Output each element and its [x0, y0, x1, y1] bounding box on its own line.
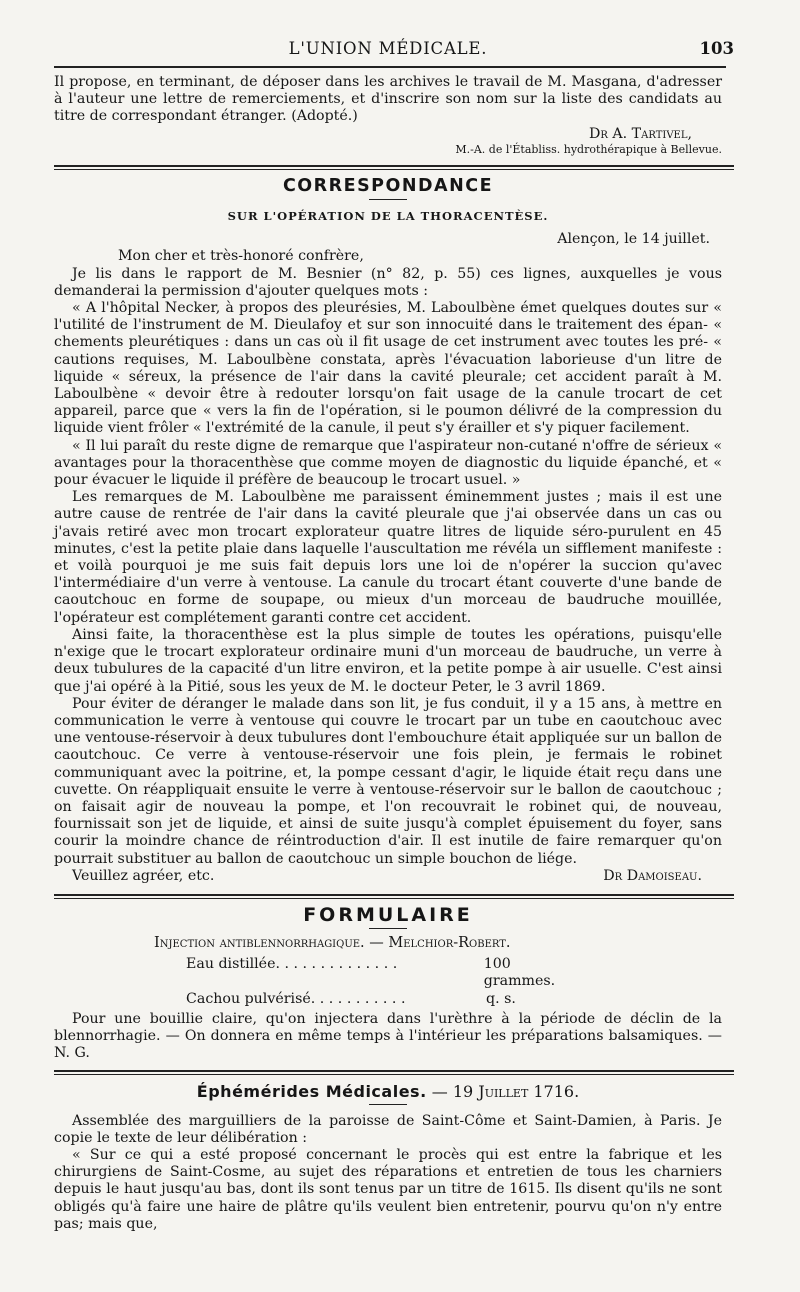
- title-rule: [369, 928, 407, 929]
- page-content: [54, 36, 734, 1233]
- title-rule: [369, 199, 407, 200]
- formula-row: [186, 956, 586, 990]
- correspondance-title: CORRESPONDANCE: [282, 175, 494, 196]
- section-divider: [54, 165, 734, 170]
- formula-list: [186, 956, 586, 1008]
- header-rule: [54, 66, 726, 68]
- ephemerides-title: Éphémérides Médicales.: [196, 1082, 427, 1102]
- formula-heading: Injection antiblennorrhagique. — Melchior-Robert.: [154, 934, 511, 951]
- letter-paragraph: Ainsi faite, la thoracenthèse est la plus simple de toutes les opérations, puisqu'elle n'exige que le trocart explorateur ordinaire muni d'un morceau de baudruche, un verre à deux tubulures de la capacité d'un litre environ, et la petite pompe à air usuelle. C'est ainsi que j'ai opéré à la Pitié, sous les yeux de M. le docteur Peter, le 3 avril 1869.: [54, 626, 722, 695]
- letter-signature: Dr Damoiseau.: [603, 867, 702, 884]
- letter-salutation: Mon cher et très-honoré confrère,: [118, 248, 364, 265]
- letter-paragraph: Pour éviter de déranger le malade dans son lit, je fus conduit, il y a 15 ans, à mettre en communication le verre à ventouse qui couvre le trocart par un tube en caoutchouc avec une ventouse-réservoir à deux tubulures dont l'embouchure était appliquée sur un ballon de caoutchouc. Ce verre à ventouse-réservoir une fois plein, je fermais le robinet communiquant avec la poitrine, et, la pompe cessant d'agir, le liquide était reçu dans une cuvette. On réappliquait ensuite le verre à ventouse-réservoir sur le ballon de caoutchouc ; on faisait agir de nouveau la pompe, et l'on recouvrait le robinet qui, de nouveau, fournissait son jet de liquide, et ainsi de suite jusqu'à complet épuisement du foyer, sans courir la moindre chance de réintroduction d'air. Il est inutile de faire remarquer qu'on pourrait substituer au ballon de caoutchouc un simple bouchon de liége.: [54, 695, 722, 867]
- letter-paragraph: Les remarques de M. Laboulbène me paraissent éminemment justes ; mais il est une autre cause de rentrée de l'air dans la cavité pleurale que j'ai observée dans un cas ou j'avais retiré avec mon trocart explorateur quatre litres de liquide séro-purulent en 45 minutes, c'est la petite plaie dans laquelle l'auscultation me révéla un sifflement manifeste : et voilà pourquoi je me suis fait depuis lors une loi de n'opérer la succion qu'avec l'intermédiaire d'un verre à ventouse. La canule du trocart étant couverte d'une bande de caoutchouc en forme de soupape, ou mieux d'un morceau de baudruche mouillée, l'opérateur est complétement garanti contre cet accident.: [54, 489, 722, 626]
- ephemerides-date: — 19 Juillet 1716.: [431, 1082, 580, 1102]
- journal-title: L'UNION MÉDICALE.: [288, 39, 488, 58]
- letter-quote: « A l'hôpital Necker, à propos des pleurésies, M. Laboulbène émet quelques doutes sur « l'utilité de l'instrument de M. Dieulafoy et sur son innocuité dans le traitement des épan- « chements pleurétiques : dans un cas où il fit usage de cet instrument avec toutes les pré- « cautions requises, M. Laboulbène constata, après l'évacuation laborieuse d'un litre de liquide « séreux, la présence de l'air dans la cavité pleurale; cet accident paraît à M. Laboulbène « devoir être à redouter lorsqu'on fait usage de la canule trocart de cet appareil, parce que « vers la fin de l'opération, si le poumon délivré de la compression du liquide vient frôler « l'extrémité de la canule, il peut s'y érailler et s'y piquer facilement.: [54, 300, 722, 437]
- letter-date: Alençon, le 14 juillet.: [557, 231, 710, 248]
- intro-signature: Dr A. Tartivel,: [588, 125, 692, 142]
- section-divider: [54, 1070, 734, 1075]
- formula-note: Pour une bouillie claire, qu'on injectera dans l'urèthre à la période de déclin de la blennorrhagie. — On donnera en même temps à l'intérieur les préparations balsamiques. — N. G.: [54, 1010, 722, 1062]
- ingredient-amount: 100 grammes.: [483, 956, 556, 990]
- ingredient-name: Eau distillée. . . . . . . . . . . . . .: [186, 956, 398, 973]
- ingredient-name: Cachou pulvérisé. . . . . . . . . . .: [186, 990, 406, 1007]
- page-number: 103: [699, 39, 734, 58]
- ephemerides-paragraph: Assemblée des marguilliers de la paroisse de Saint-Côme et Saint-Damien, à Paris. Je copie le texte de leur délibération :: [54, 1112, 722, 1146]
- intro-paragraph: Il propose, en terminant, de déposer dans les archives le travail de M. Masgana, d'adresser à l'auteur une lettre de remerciements, et d'inscrire son nom sur la liste des candidats au titre de correspondant étranger. (Adopté.): [54, 74, 722, 125]
- letter-closing: Veuillez agréer, etc.: [72, 867, 215, 884]
- ephemerides-paragraph: « Sur ce qui a esté proposé concernant le procès qui est entre la fabrique et les chirurgiens de Saint-Cosme, au sujet des réparations et entretien de tous les charniers depuis le haut jusqu'au bas, dont ils sont tenus par un titre de 1615. Ils disent qu'ils ne sont obligés qu'à faire une haire de plâtre qu'ils veulent bien entretenir, pourvu qu'on n'y entre pas; mais que,: [54, 1146, 722, 1232]
- letter-paragraph: Je lis dans le rapport de M. Besnier (n° 82, p. 55) ces lignes, auxquelles je vous demanderai la permission d'ajouter quelques mots :: [54, 265, 722, 299]
- running-header: [54, 36, 734, 66]
- formulaire-title: FORMULAIRE: [303, 903, 473, 926]
- title-rule: [369, 1104, 407, 1105]
- intro-signature-title: M.-A. de l'Établiss. hydrothérapique à Bellevue.: [455, 142, 722, 156]
- ephemerides-heading: [54, 1083, 722, 1100]
- section-divider: [54, 894, 734, 899]
- ingredient-amount: q. s.: [486, 990, 516, 1007]
- letter-quote: « Il lui paraît du reste digne de remarque que l'aspirateur non-cutané n'offre de sérieux « avantages pour la thoracenthèse que comme moyen de diagnostic du liquide épanché, et « pour évacuer le liquide il préfère de beaucoup le trocart usuel. »: [54, 437, 722, 489]
- correspondance-subtitle: SUR L'OPÉRATION DE LA THORACENTÈSE.: [227, 209, 549, 224]
- formula-row: [186, 991, 586, 1008]
- letter-closing-row: [54, 868, 722, 886]
